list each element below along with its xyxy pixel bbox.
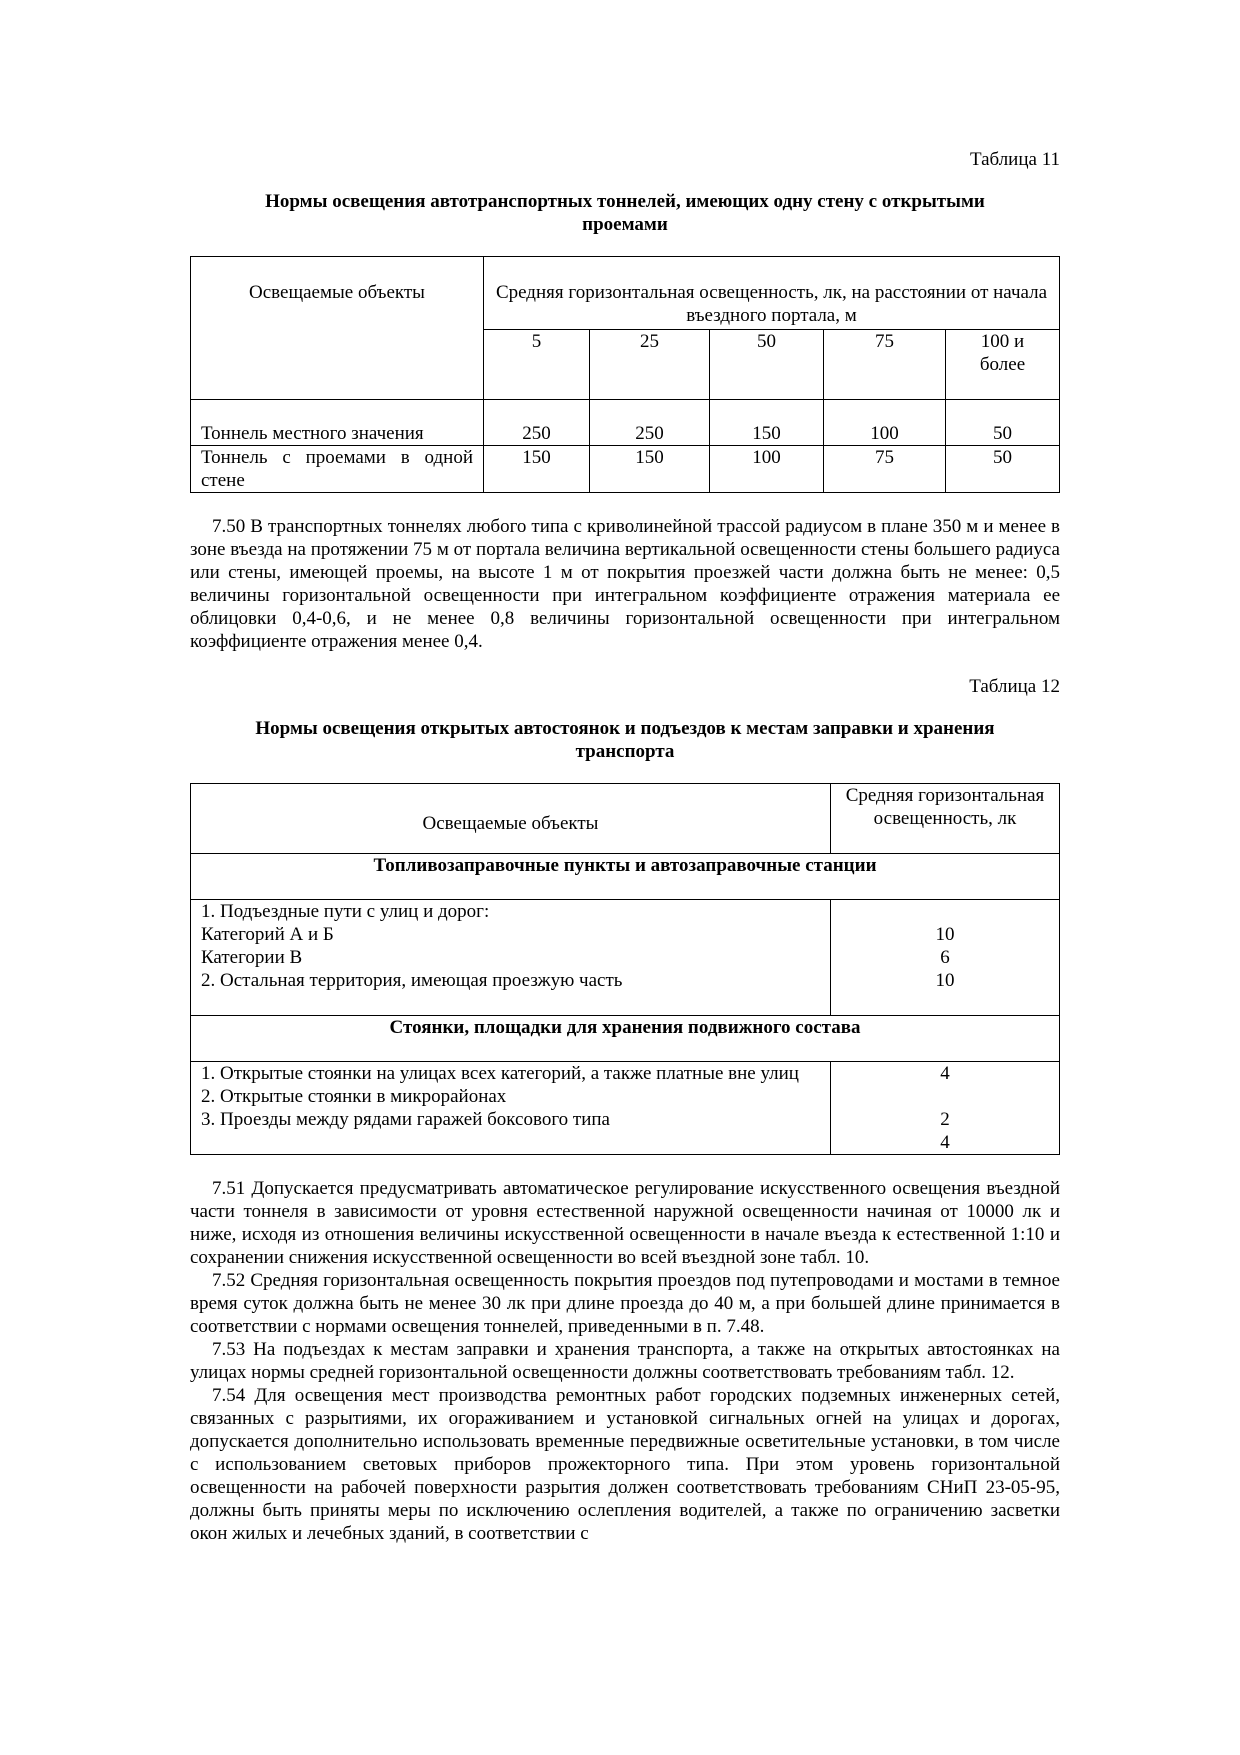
table12-s1-row2-name: Категории В <box>201 947 303 968</box>
table12-s1-row0-value <box>841 900 1049 923</box>
paragraph-7-50: 7.50 В транспортных тоннелях любого типа с криволинейной трассой радиусом в плане 350 м и менее в зоне въезда на протяжении 75 м от портала величина вертикальной освещенности стены большего радиуса или стены, имеющей проемы, на высоте 1 м от покрытия проезжей части должна быть не менее: 0,5 величины горизонтальной освещенности при интегральном коэффициенте отражения материала ее облицовки 0,4-0,6, и не менее 0,8 величины горизонтальной освещенности при интегральном коэффициенте отражения менее 0,4. <box>190 516 1060 652</box>
table12-header-objects: Освещаемые объекты <box>191 784 831 854</box>
table-row <box>191 446 1060 493</box>
table12-section1-names <box>191 900 831 1016</box>
table11-row0-v0: 250 <box>484 400 590 446</box>
table12-s2-row0-name: 1. Открытые стоянки на улицах всех категорий, а также платные вне улиц <box>201 1063 799 1084</box>
table11-row1-v1: 150 <box>590 446 710 493</box>
table12-caption: Таблица 12 <box>969 676 1060 697</box>
table12-section2-values <box>831 1062 1060 1155</box>
table12-s1-row1-value: 10 <box>935 924 955 945</box>
table11-header-illum: Средняя горизонтальная освещенность, лк, на расстоянии от начала въездного портала, м <box>484 257 1060 330</box>
table11-row0-name: Тоннель местного значения <box>191 400 484 446</box>
table12-s1-row3-value: 10 <box>935 970 955 991</box>
table12 <box>190 783 1060 1155</box>
table11-caption: Таблица 11 <box>969 149 1060 170</box>
table12-section1-title: Топливозаправочные пункты и автозаправочные станции <box>191 854 1060 900</box>
table11-row1-v0: 150 <box>484 446 590 493</box>
table11-row1-v4: 50 <box>946 446 1060 493</box>
table11 <box>190 256 1060 493</box>
table11-dist-0: 5 <box>484 330 590 400</box>
document-page <box>190 148 1060 1545</box>
table11-title: Нормы освещения автотранспортных тоннелей, имеющих одну стену с открытыми проемами <box>265 191 985 235</box>
paragraph-7-51: 7.51 Допускается предусматривать автоматическое регулирование искусственного освещения въездной части тоннеля в зависимости от уровня естественной наружной освещенности начиная от 10000 лк и ниже, исходя из отношения величины искусственной освещенности в начале въезда к естественной 1:10 и сохранении снижения искусственной освещенности во всей въездной зоне табл. 10. <box>190 1178 1060 1268</box>
table-row <box>191 1062 1060 1155</box>
table11-row0-v4: 50 <box>946 400 1060 446</box>
table11-header-objects: Освещаемые объекты <box>191 257 484 400</box>
table11-row0-v3: 100 <box>824 400 946 446</box>
table11-row1-v2: 100 <box>710 446 824 493</box>
table12-title: Нормы освещения открытых автостоянок и подъездов к местам заправки и хранения транспорта <box>255 718 995 762</box>
paragraph-7-52: 7.52 Средняя горизонтальная освещенность покрытия проездов под путепроводами и мостами в темное время суток должна быть не менее 30 лк при длине проезда до 40 м, а при большей длине принимается в соответствии с нормами освещения тоннелей, приведенными в п. 7.48. <box>190 1270 1060 1337</box>
table12-section2-names <box>191 1062 831 1155</box>
paragraph-7-53: 7.53 На подъездах к местам заправки и хранения транспорта, а также на открытых автостоянках на улицах нормы средней горизонтальной освещенности должны соответствовать требованиям табл. 12. <box>190 1339 1060 1383</box>
table11-dist-4: 100 и более <box>946 330 1060 400</box>
table12-s2-row0-value: 4 <box>940 1063 950 1084</box>
table12-s2-row2-value: 4 <box>940 1132 950 1153</box>
table11-row0-v2: 150 <box>710 400 824 446</box>
table12-s1-row0-name: 1. Подъездные пути с улиц и дорог: <box>201 901 490 922</box>
table11-dist-2: 50 <box>710 330 824 400</box>
table12-header-illum: Средняя горизонтальная освещенность, лк <box>831 784 1060 854</box>
table11-row1-v3: 75 <box>824 446 946 493</box>
table11-row0-v1: 250 <box>590 400 710 446</box>
table-row <box>191 400 1060 446</box>
table12-section1-values <box>831 900 1060 1016</box>
table-row <box>191 900 1060 1016</box>
table11-dist-1: 25 <box>590 330 710 400</box>
table12-s1-row2-value: 6 <box>940 947 950 968</box>
paragraph-7-54: 7.54 Для освещения мест производства ремонтных работ городских подземных инженерных сетей, связанных с разрытиями, их огораживанием и установкой сигнальных огней на улицах и дорогах, допускается дополнительно использовать временные передвижные осветительные установки, в том числе с использованием световых приборов прожекторного типа. При этом уровень горизонтальной освещенности на рабочей поверхности разрытия должен соответствовать требованиям СНиП 23-05-95, должны быть приняты меры по исключению ослепления водителей, а также по ограничению засветки окон жилых и лечебных зданий, в соответствии с <box>190 1385 1060 1544</box>
table12-s2-row1-name: 2. Открытые стоянки в микрорайонах <box>201 1086 507 1107</box>
table12-s2-row2-name: 3. Проезды между рядами гаражей боксового типа <box>201 1109 610 1130</box>
table12-s1-row3-name: 2. Остальная территория, имеющая проезжую часть <box>201 970 623 991</box>
table12-s1-row1-name: Категорий А и Б <box>201 924 334 945</box>
table12-s2-row1-value: 2 <box>940 1109 950 1130</box>
table11-row1-name: Тоннель с проемами в одной стене <box>191 446 484 493</box>
table11-dist-3: 75 <box>824 330 946 400</box>
table12-section2-title: Стоянки, площадки для хранения подвижного состава <box>191 1016 1060 1062</box>
